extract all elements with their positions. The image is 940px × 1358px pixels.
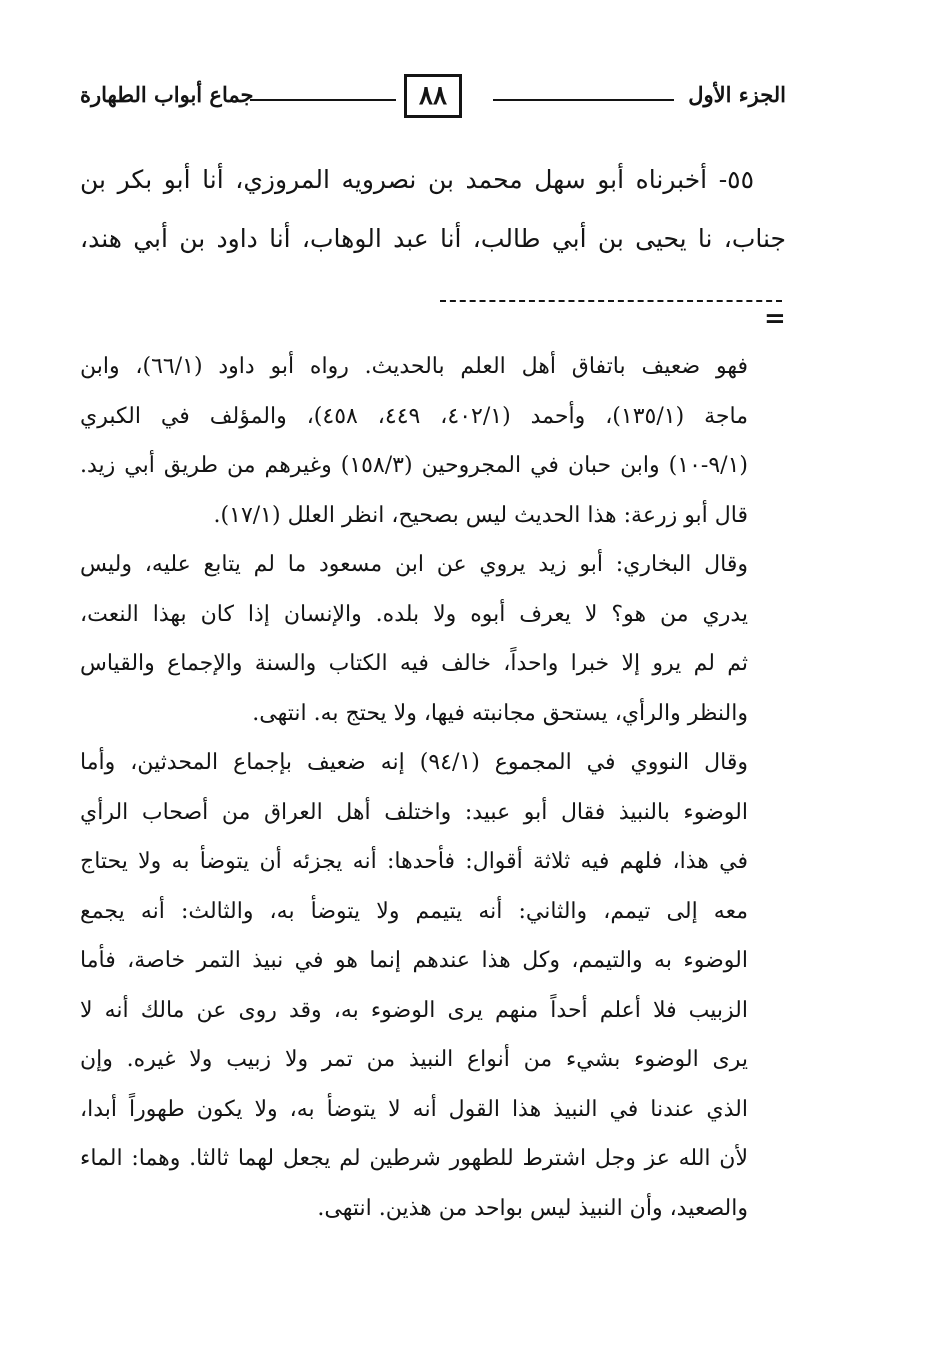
footnote-line: الوضوء بالنبيذ فقال أبو عبيد: واختلف أهل العراق من أصحاب الرأي (80, 799, 748, 825)
header-rule-left (250, 99, 396, 101)
footnote-line: معه إلى تيمم، والثاني: أنه يتيمم ولا يتوضأ به، والثالث: أنه يجمع (80, 898, 748, 924)
footnote-line: يدري من هو؟ لا يعرف أبوه ولا بلده. والإنسان إذا كان بهذا النعت، (80, 601, 748, 627)
footnote-line: ثم لم يرو إلا خبرا واحداً، خالف فيه الكتاب والسنة والإجماع والقياس (80, 651, 748, 676)
footnote-line: الوضوء به والتيمم، وكل هذا عندهم إنما هو في نبيذ التمر خاصة، فأما (80, 948, 748, 973)
footnote (80, 342, 748, 1233)
footnote-line: والصعيد، وأن النبيذ ليس بواحد من هذين. انتهى. (317, 1195, 748, 1221)
footnote-line: الزبيب فلا أعلم أحداً منهم يرى الوضوء به، وقد روى عن مالك أنه لا (80, 997, 748, 1023)
running-header (80, 74, 786, 128)
footnote-line: يرى الوضوء بشيء من أنواع النبيذ من تمر ولا زبيب ولا غيره. وإن (80, 1047, 748, 1072)
footnote-line: وقال النووي في المجموع (٩٤/١) إنه ضعيف بإجماع المحدثين، وأما (80, 750, 748, 775)
footnote-line: ماجة (١٣٥/١)، وأحمد (٤٠٢/١، ٤٤٩، ٤٥٨)، والمؤلف في الكبري (80, 403, 749, 429)
footnote-line: والنظر والرأي، يستحق مجانبته فيها، ولا يحتج به. انتهى. (252, 700, 748, 726)
footnote-line: وقال البخاري: أبو زيد يروي عن ابن مسعود ما لم يتابع عليه، وليس (80, 552, 748, 577)
footnote-line: لأن الله عز وجل اشترط للطهور شرطين لم يجعل لهما ثالثا. وهما: الماء (80, 1146, 748, 1171)
main-text (80, 150, 786, 268)
continuation-mark: = (764, 304, 786, 334)
footnote-separator (440, 300, 782, 302)
footnote-line: الذي عندنا في النبيذ هذا القول أنه لا يتوضأ به، ولا يكون طهوراً أبدا، (80, 1096, 748, 1122)
footnote-line: قال أبو زرعة: هذا الحديث ليس بصحيح، انظر العلل (١٧/١). (213, 502, 748, 528)
header-rule-right (493, 99, 674, 101)
footnote-line: في هذا، فلهم فيه ثلاثة أقوال: فأحدها: أنه يجزئه أن يتوضأ به ولا يحتاج (80, 849, 748, 874)
footnote-line: (٩/١-١٠) وابن حبان في المجروحين (١٥٨/٣) وغيرهم من طريق أبي زيد. (80, 453, 748, 478)
volume-title: الجزء الأول (688, 82, 786, 107)
page-number-box (404, 74, 462, 118)
footnote-line: فهو ضعيف باتفاق أهل العلم بالحديث. رواه أبو داود (٦٦/١)، وابن (80, 354, 748, 379)
chapter-title: جماع أبواب الطهارة (80, 82, 254, 107)
main-text-line: ٥٥- أخبرناه أبو سهل محمد بن نصرويه المروزي، أنا أبو بكر بن (80, 165, 754, 194)
page-number: ٨٨ (419, 81, 447, 111)
main-text-line: جناب، نا يحيى بن أبي طالب، أنا عبد الوهاب، أنا داود بن أبي هند، (80, 224, 786, 253)
